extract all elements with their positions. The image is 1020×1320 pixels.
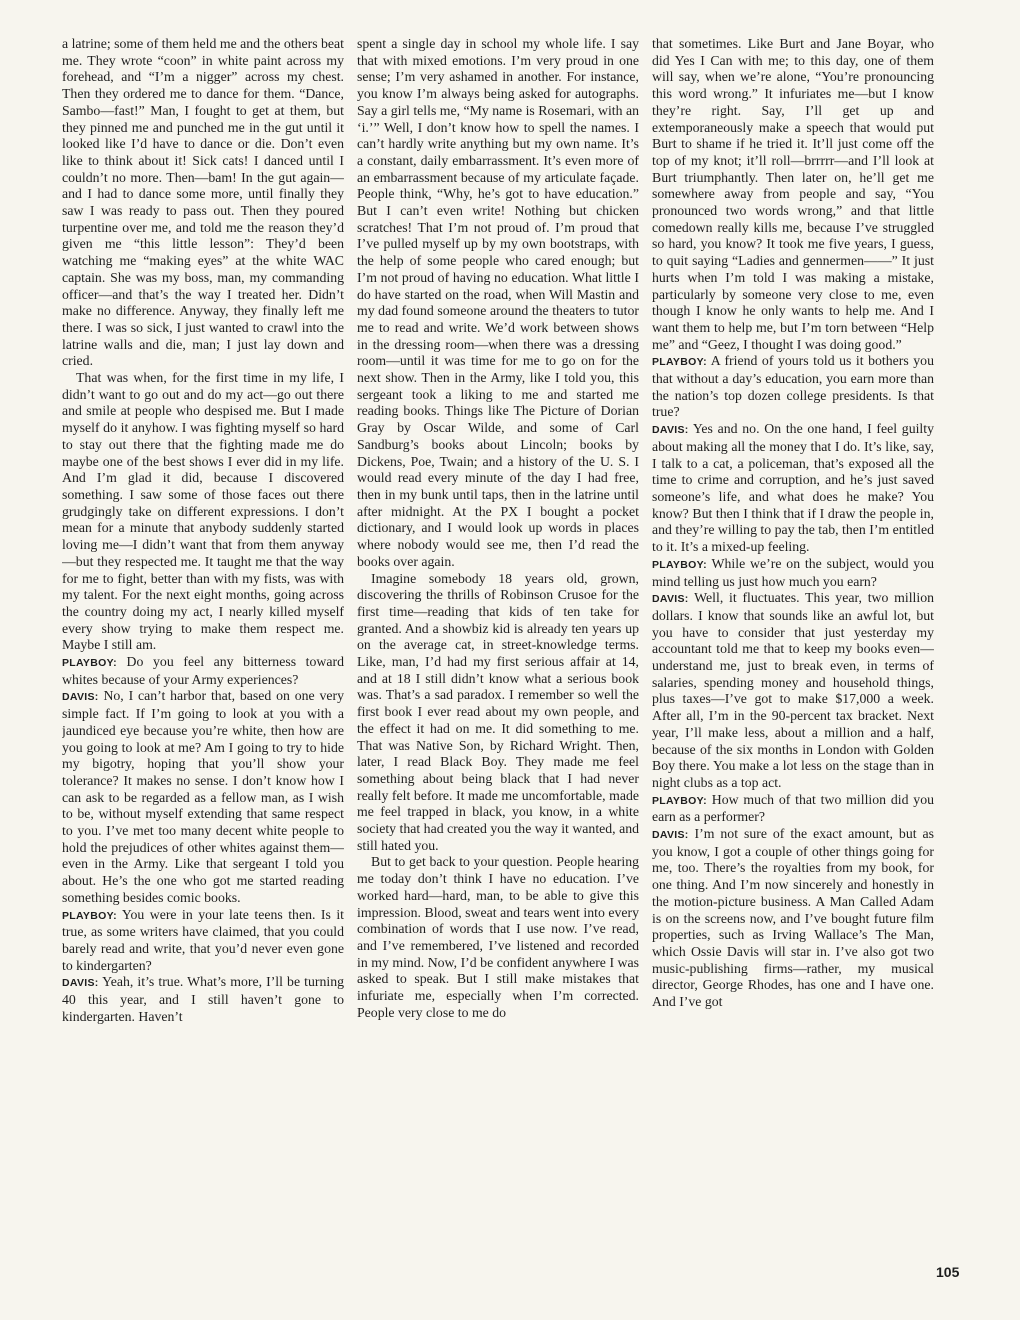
paragraph [652, 421, 934, 556]
paragraph [62, 688, 344, 906]
paragraph-text: While we’re on the subject, would you mind telling us just how much you earn? [652, 555, 934, 589]
speaker-label: PLAYBOY: [652, 558, 707, 571]
paragraph-text: Yeah, it’s true. What’s more, I’ll be turning 40 this year, and I still haven’t gone to kindergarten. Haven’t [62, 974, 344, 1024]
page-number: 105 [936, 1264, 960, 1280]
speaker-label: DAVIS: [652, 593, 689, 606]
speaker-label: DAVIS: [652, 829, 689, 842]
paragraph-text: That was when, for the first time in my life, I didn’t want to go out and do my act—go out there and smile at people who despised me. But I made myself do it anyhow. I was fighting myself so hard to stay out there that the fighting made me do maybe one of the best shows I ever did in my life. And I’m glad it did, because I discovered something. I saw some of those faces out there grudgingly take on different expressions. I don’t mean for a minute that anybody suddenly started loving me—I didn’t want that from them anyway—but they respected me. It taught me that the way for me to fight, better than with my fists, was with my talent. For the next eight months, going across the country doing my act, I nearly killed myself every show trying to make them respect me. Maybe I still am. [62, 370, 344, 653]
paragraph-text: Well, it fluctuates. This year, two million dollars. I know that sounds like an awful lot, but you have to consider that just yesterday my accountant told me that to keep my books even—understand me, just to break even, in terms of salaries, spending money and household things, plus taxes—I’ve got to make $17,000 a week. After all, I’m in the 90-percent tax bracket. Next year, I’ll make less, about a million and a half, because of the six months in London with Golden Boy there. You make a lot less on the stage than in night clubs as a top act. [652, 590, 934, 790]
paragraph-text: Yes and no. On the one hand, I feel guilty about making all the money that I do. It’s like, say, I talk to a cat, a policeman, that’s exposed all the time to crime and corruption, and he’s just saved someone’s life, and what does he make? You know? But then I think that if I draw the people in, and they’re willing to pay the tab, then I’m entitled to it. It’s a mixed-up feeling. [652, 421, 934, 555]
speaker-label: PLAYBOY: [62, 657, 117, 670]
text-column-3 [652, 36, 934, 1261]
paragraph-text: But to get back to your question. People hearing me today don’t think I have no education. I’ve worked hard—hard, man, to be able to give this impression. Blood, sweat and tears went into every combination of words that I use now. I’ve read, and I’ve remembered, I’ve listened and recorded in my mind. Now, I’d be confident anywhere I was asked to speak. But I still make mistakes that infuriate me, especially when I’m corrected. People very close to me do [357, 854, 639, 1020]
paragraph-text: Do you feel any bitterness toward whites because of your Army experiences? [62, 654, 344, 687]
paragraph [652, 826, 934, 1011]
paragraph-text: I’m not sure of the exact amount, but as you know, I got a couple of other things going for me, too. There’s the royalties from my book, for one thing. And I’m now sincerely and honestly in the motion-picture business. A Man Called Adam is on the screens now, and I’ve bought future film properties, such as Irving Wallace’s The Man, which Ossie Davis will star in. I’ve also got two music-publishing firms—rather, my musical director, George Rhodes, has one and I have one. And I’ve got [652, 826, 934, 1010]
paragraph-text: Imagine somebody 18 years old, grown, discovering the thrills of Robinson Crusoe for the first time—reading that kids of ten take for granted. And a showbiz kid is already ten years up on the average cat, in street-knowledge terms. Like, man, I’d had my first serious affair at 14, and at 18 I still didn’t know what a serious book was. That’s a sad paradox. I remember so well the first book I ever read about my own people, and the effect it had on me. It did something to me. That was Native Son, by Richard Wright. Then, later, I read Black Boy. They made me feel something about being black that I had never really felt before. It made me uncomfortable, made me feel trapped in black, you know, in a white society that had created you the way it wanted, and still hated you. [357, 570, 639, 853]
text-column-2 [357, 36, 639, 1261]
paragraph-text: that sometimes. Like Burt and Jane Boyar, who did Yes I Can with me; to this day, one of them will say, when we’re alone, “You’re pronouncing this word wrong.” It infuriates me—but I know they’re right. Say, I’ll get up and extemporaneously make a speech that would put Burt to shame if he tried it. It’ll just come off the top of my knot; it’ll roll—brrrrr—and I’ll look at Burt triumphantly. Then later on, he’ll get me somewhere away from people and say, “You pronounced two words wrong,” and that little comedown really kills me, because I’ve struggled so hard, you know? It took me five years, I guess, to quit saying “Ladies and gennermen——” It just hurts when I’m told I was making a mistake, particularly by someone very close to me, even though I know he only wants to help me. And I want them to help me, but I’m torn between “Help me” and “Geez, I thought I was doing good.” [652, 36, 934, 352]
paragraph [62, 654, 344, 688]
speaker-label: PLAYBOY: [652, 356, 707, 369]
paragraph-text: How much of that two million did you earn as a performer? [652, 791, 934, 825]
speaker-label: DAVIS: [62, 977, 99, 990]
paragraph-text: spent a single day in school my whole life. I say that with mixed emotions. I’m very proud in one sense; I’m very ashamed in another. For instance, you know I’m always being asked for autographs. Say a girl tells me, “My name is Rosemari, with an ‘i.’” Well, I don’t know how to spell the names. I can’t hardly write anything but my own name. It’s a constant, daily embarrassment. It’s even more of an embarrassment because of my articulate façade. People think, “Why, he’s got to have education.” But I can’t even write! Nothing but chicken scratches! That I’m not proud of. I’m proud that I’ve pulled myself up by my own bootstraps, with the help of some people who cared enough; but I’m not proud of having no education. What little I do have started on the road, when Will Mastin and my dad found someone around the theaters to tutor me to read and write. We’d work between shows in the dressing room—when there was a dressing room—until it was time for me to go on for the next show. Then in the Army, like I told you, this sergeant took a liking to me and started me reading books. Things like The Picture of Dorian Gray by Oscar Wilde, and some of Carl Sandburg’s books about Lincoln; books by Dickens, Poe, Twain; and a history of the U. S. I would read every minute of the day I had free, then in my bunk until taps, then in the latrine until after midnight. At the PX I bought a pocket dictionary, and I would look up words in places where nobody would see me, then I’d read the books over again. [357, 36, 639, 569]
paragraph-text: No, I can’t harbor that, based on one very simple fact. If I’m going to look at you with a jaundiced eye because you’re white, then how are you going to look at me? Am I going to try to hide my bigotry, hoping that you’ll show your tolerance? It makes no sense. I don’t know how I can ask to be regarded as a fellow man, as I wish to be, without myself extending that same respect to you. I’ve met too many decent white people to hold the prejudices of other whites against them—even in the Army. Like that sergeant I told you about. He’s the one who got me started reading something besides comic books. [62, 688, 344, 905]
paragraph-text: A friend of yours told us it bothers you that without a day’s education, you earn more than the nation’s top dozen college presidents. Is that true? [652, 353, 934, 420]
paragraph [62, 974, 344, 1025]
speaker-label: PLAYBOY: [652, 794, 707, 807]
paragraph [652, 36, 934, 353]
paragraph [62, 370, 344, 654]
paragraph [357, 854, 639, 1021]
paragraph [357, 36, 639, 571]
speaker-label: PLAYBOY: [62, 909, 117, 922]
paragraph [652, 590, 934, 791]
paragraph [62, 907, 344, 975]
paragraph [652, 792, 934, 826]
paragraph [62, 36, 344, 370]
speaker-label: DAVIS: [62, 691, 99, 704]
paragraph [652, 353, 934, 421]
paragraph-text: You were in your late teens then. Is it true, as some writers have claimed, that you could barely read and write, that you’d never even gone to kindergarten? [62, 906, 344, 973]
paragraph-text: a latrine; some of them held me and the others beat me. They wrote “coon” in white paint across my forehead, and “I’m a nigger” across my chest. Then they ordered me to dance for them. “Dance, Sambo—fast!” Man, I fought to get at them, but they pinned me and punched me in the gut until it looked like I’d have to dance or die. Don’t even like to think about it! Sick cats! I danced until I couldn’t no more. Then—bam! In the gut again—and I had to dance some more, until finally they saw I was ready to pass out. Then they poured turpentine over me, and told me the reason they’d given me “this little lesson”: They’d been watching me “making eyes” at the white WAC captain. She was my boss, man, my commanding officer—and that’s the way I treated her. Didn’t make no difference. Anyway, they finally left me there. I was so sick, I just wanted to crawl into the latrine walls and die, man; I just lay down and cried. [62, 36, 344, 369]
paragraph [652, 556, 934, 590]
text-column-1 [62, 36, 344, 1261]
paragraph [357, 571, 639, 855]
speaker-label: DAVIS: [652, 424, 689, 437]
